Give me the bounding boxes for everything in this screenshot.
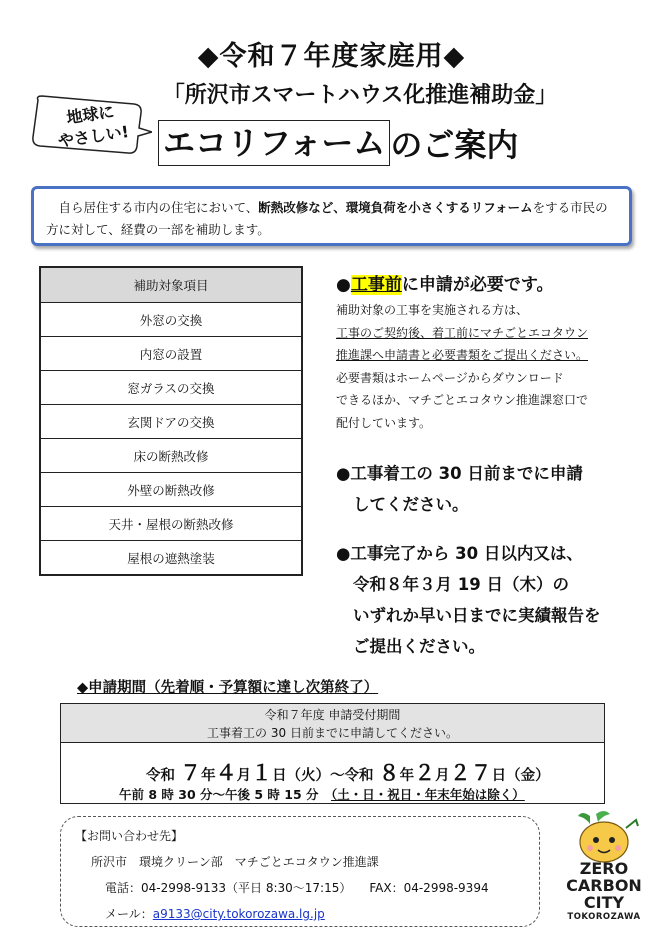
notice-1-line: 工事のご契約後、着工前にマチごとエコタウン bbox=[336, 325, 589, 340]
notice-3-line: ●工事完了から 30 日以内又は、 bbox=[336, 544, 583, 563]
date-text: 日（火）～令和 bbox=[272, 768, 374, 784]
period-dates bbox=[146, 757, 550, 787]
date-text: 令和 bbox=[146, 768, 175, 784]
table-row: 窓ガラスの交換 bbox=[40, 371, 302, 405]
mail-label: メール： bbox=[105, 907, 153, 921]
zero-carbon-city-logo bbox=[552, 810, 656, 930]
logo-line-4: TOKOROZAWA bbox=[567, 912, 641, 922]
notice-3-line: ご提出ください。 bbox=[353, 637, 485, 656]
bubble-line-2: やさしい! bbox=[56, 122, 131, 151]
date-number: ２７ bbox=[449, 761, 492, 785]
contact-tel: 電話：04-2998-9133（平日 8:30～17:15） FAX：04-2998-9394 bbox=[105, 881, 489, 895]
table-row: 天井・屋根の断熱改修 bbox=[40, 507, 302, 541]
email-link[interactable]: a9133@city.tokorozawa.lg.jp bbox=[152, 907, 325, 921]
date-text: 月 bbox=[435, 768, 450, 784]
contact-box bbox=[60, 816, 540, 927]
office-hours bbox=[119, 785, 525, 803]
notice-1-heading: に申請が必要です。 bbox=[401, 275, 554, 295]
notice-1-line: 必要書類はホームページからダウンロード bbox=[336, 370, 564, 385]
logo-line-3: CITY bbox=[583, 893, 625, 912]
closed-days: （土・日・祝日・年末年始は除く） bbox=[331, 787, 525, 802]
intro-text-b: をする市民の方に対して、経費の一部を補助します。 bbox=[46, 200, 608, 237]
notice-2-line: ●工事着工の 30 日前までに申請 bbox=[336, 464, 583, 483]
eligible-items-table bbox=[39, 266, 303, 576]
intro-bold: 断熱改修など、環境負荷を小さくするリフォーム bbox=[258, 200, 533, 215]
program-title-rest: のご案内 bbox=[390, 126, 519, 164]
date-text: 年 bbox=[201, 768, 216, 784]
period-head-2: 工事着工の 30 日前までに申請してください。 bbox=[207, 726, 458, 740]
date-number: １ bbox=[251, 761, 273, 785]
date-text: 日（金） bbox=[491, 768, 550, 784]
date-number: ４ bbox=[215, 761, 237, 785]
table-row: 内窓の設置 bbox=[40, 337, 302, 371]
intro-text-a: 自ら居住する市内の住宅において、 bbox=[58, 200, 259, 215]
application-period-box bbox=[60, 703, 605, 804]
speech-bubble bbox=[28, 94, 152, 160]
date-number: ８ bbox=[378, 761, 400, 785]
table-row: 床の断熱改修 bbox=[40, 439, 302, 473]
bullet: ● bbox=[336, 275, 351, 295]
program-title-boxed: エコリフォーム bbox=[158, 120, 390, 166]
date-text: 月 bbox=[236, 768, 252, 784]
table-row: 屋根の遮熱塗装 bbox=[40, 541, 302, 576]
notice-1-line: できるほか、マチごとエコタウン推進課窓口で bbox=[336, 393, 589, 408]
notice-apply-deadline bbox=[336, 458, 583, 520]
notice-1-line: 補助対象の工事を実施される方は、 bbox=[336, 303, 529, 317]
notice-3-line: いずれか早い日までに実績報告を bbox=[353, 606, 601, 625]
hours-text: 午前 8 時 30 分～午後 5 時 15 分 bbox=[119, 787, 319, 802]
contact-label: 【お問い合わせ先】 bbox=[75, 829, 184, 843]
application-period-title: ◆申請期間（先着順・予算額に達し次第終了） bbox=[77, 680, 379, 696]
notice-1-line: 配付しています。 bbox=[336, 415, 432, 430]
mascot-icon bbox=[552, 810, 656, 866]
table-row: 玄関ドアの交換 bbox=[40, 405, 302, 439]
table-header: 補助対象項目 bbox=[40, 267, 302, 303]
intro-box bbox=[31, 186, 632, 246]
period-head-1: 令和７年度 申請受付期間 bbox=[264, 708, 401, 722]
notice-3-line: 令和８年３月 19 日（木）の bbox=[353, 575, 569, 594]
subsidy-name: 「所沢市スマートハウス化推進補助金」 bbox=[162, 83, 558, 108]
logo-line-2: CARBON bbox=[566, 876, 642, 895]
date-number: ２ bbox=[414, 761, 436, 785]
table-row: 外窓の交換 bbox=[40, 303, 302, 337]
contact-dept: 所沢市 環境クリーン部 マチごとエコタウン推進課 bbox=[91, 855, 379, 869]
notice-report-deadline bbox=[336, 538, 601, 662]
page-title: ◆令和７年度家庭用◆ bbox=[197, 41, 466, 72]
notice-before-work bbox=[336, 270, 636, 435]
highlight-before-work: 工事前 bbox=[350, 275, 402, 295]
logo-line-1: ZERO bbox=[579, 859, 629, 878]
notice-1-line: 推進課へ申請書と必要書類をご提出ください。 bbox=[336, 348, 589, 363]
notice-2-line: してください。 bbox=[353, 495, 469, 514]
date-number: ７ bbox=[180, 761, 202, 785]
table-row: 外壁の断熱改修 bbox=[40, 473, 302, 507]
program-title bbox=[158, 118, 518, 168]
bubble-line-1: 地球に bbox=[65, 101, 116, 128]
date-text: 年 bbox=[399, 768, 415, 784]
